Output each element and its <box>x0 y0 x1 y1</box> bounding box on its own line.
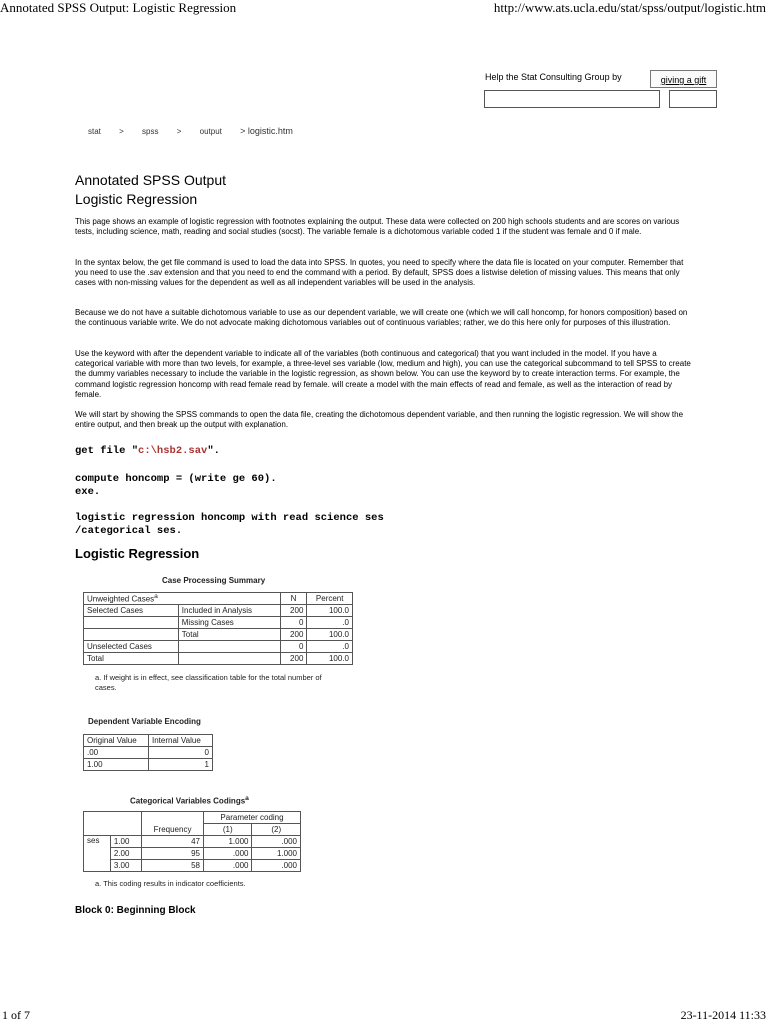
table-row <box>84 735 213 747</box>
table-cell <box>178 641 280 653</box>
print-date: 23-11-2014 11:33 <box>680 1008 766 1022</box>
page-title: Annotated SPSS Output <box>75 172 226 188</box>
table-row <box>84 653 353 665</box>
section-heading: Logistic Regression <box>75 546 200 561</box>
table-row <box>84 593 353 605</box>
table-cell <box>84 812 142 824</box>
encoding-table <box>83 734 213 771</box>
intro-paragraph: This page shows an example of logistic regression with footnotes explaining the output. These data were collected on 200 high schools students and are scores on various tests, including science, math, reading and social studies (socst). The variable female is a dichotomous variable coded 1 if the student was female and 0 if male. <box>75 217 680 237</box>
table-cell <box>178 653 280 665</box>
codings-note: a. This coding results in indicator coefficients. <box>95 879 246 888</box>
table-cell: (2) <box>252 824 301 836</box>
table-cell: Selected Cases <box>84 605 179 617</box>
table-row <box>84 848 301 860</box>
breadcrumb-spss[interactable]: spss <box>142 127 159 136</box>
page-subtitle: Logistic Regression <box>75 191 198 207</box>
page-url: http://www.ats.ucla.edu/stat/spss/output/logistic.htm <box>493 0 766 15</box>
table-cell: .000 <box>252 860 301 872</box>
keyword-paragraph: Use the keyword with after the dependent variable to indicate all of the variables (both continuous and categorical) that you want included in the model. If you have a categorical variable with more than two levels, for example, a three-level ses variable (low, medium and high), you can use the categorical subcommand to tell SPSS to create the dummy variables necessary to include the variable in the logistic regression, as shown below. You can use the keyword by to create interaction terms. For example, the command logistic regression honcomp with read female read by female. will create a model with the main effects of read and female, as well as the interaction of read by female. <box>75 349 691 399</box>
table-cell: Total <box>178 629 280 641</box>
table-cell: 0 <box>149 747 213 759</box>
table-cell: 1.000 <box>204 836 252 848</box>
table-cell <box>84 629 179 641</box>
case-processing-table <box>83 592 353 665</box>
table-row <box>84 747 213 759</box>
block-heading: Block 0: Beginning Block <box>75 905 196 916</box>
table-cell: Included in Analysis <box>178 605 280 617</box>
case-processing-note: a. If weight is in effect, see classification table for the total number of cases. <box>95 673 322 692</box>
table-cell: .0 <box>307 617 353 629</box>
table-cell: Missing Cases <box>178 617 280 629</box>
table-cell: 100.0 <box>307 629 353 641</box>
table-cell: Internal Value <box>149 735 213 747</box>
breadcrumb-sep: > <box>176 127 182 136</box>
table-cell: N <box>280 593 307 605</box>
table-cell: 200 <box>280 653 307 665</box>
gift-submit-box[interactable] <box>669 90 717 108</box>
table-row <box>84 824 301 836</box>
table-row <box>84 812 301 824</box>
breadcrumb-output[interactable]: output <box>199 127 222 136</box>
gift-amount-input[interactable] <box>484 90 660 108</box>
table-cell: Parameter coding <box>204 812 301 824</box>
table-cell: 100.0 <box>307 653 353 665</box>
table-cell: 0 <box>280 617 307 629</box>
table-cell: 200 <box>280 629 307 641</box>
table-cell: .0 <box>307 641 353 653</box>
code-exe: exe. <box>75 486 101 498</box>
table-row <box>84 860 301 872</box>
syntax-paragraph: In the syntax below, the get file command is used to load the data into SPSS. In quotes, you need to specify where the data file is located on your computer. Remember that you need to use the .sav extension and that you need to end the command with a period. By default, SPSS does a listwise deletion of missing values. This means that only cases with non-missing values for the dependent as well as all independent variables will be used in the analysis. <box>75 258 684 288</box>
code-logistic: logistic regression honcomp with read science ses <box>75 512 384 524</box>
start-paragraph: We will start by showing the SPSS commands to open the data file, creating the dichotomous dependent variable, and then running the logistic regression. We will show the entire output, and then break up the output with explanation. <box>75 410 684 430</box>
table-cell: (1) <box>204 824 252 836</box>
table-cell: Total <box>84 653 179 665</box>
table-cell: 58 <box>142 860 204 872</box>
code-get-file: get file "c:\hsb2.sav". <box>75 445 220 457</box>
encoding-caption: Dependent Variable Encoding <box>88 717 201 726</box>
table-cell: ses <box>84 836 111 872</box>
table-cell <box>84 824 142 836</box>
code-file-path[interactable]: c:\hsb2.sav <box>138 445 208 457</box>
table-row <box>84 759 213 771</box>
support-label: Help the Stat Consulting Group by <box>485 72 622 82</box>
table-cell: Unselected Cases <box>84 641 179 653</box>
table-cell: 1.000 <box>252 848 301 860</box>
table-cell <box>142 812 204 824</box>
table-cell: 3.00 <box>110 860 141 872</box>
code-compute: compute honcomp = (write ge 60). <box>75 473 277 485</box>
table-row <box>84 836 301 848</box>
window-title: Annotated SPSS Output: Logistic Regression <box>0 0 237 15</box>
breadcrumb-stat[interactable]: stat <box>88 127 101 136</box>
table-cell: Original Value <box>84 735 149 747</box>
table-cell: 1.00 <box>84 759 149 771</box>
codings-table <box>83 811 301 872</box>
table-cell: 2.00 <box>110 848 141 860</box>
table-cell: 200 <box>280 605 307 617</box>
breadcrumb-sep: > <box>119 127 124 136</box>
dichotomous-paragraph: Because we do not have a suitable dichotomous variable to use as our dependent variable, we will create one (which we will call honcomp, for honors composition) based on the continuous variable write. We do not advocate making dichotomous variables out of continuous variables; rather, we do this here only for purposes of this illustration. <box>75 308 688 328</box>
table-cell: 1.00 <box>110 836 141 848</box>
table-row <box>84 617 353 629</box>
table-cell: 0 <box>280 641 307 653</box>
table-cell: 1 <box>149 759 213 771</box>
table-cell: 100.0 <box>307 605 353 617</box>
code-categorical: /categorical ses. <box>75 525 183 537</box>
page-number: 1 of 7 <box>2 1008 30 1022</box>
breadcrumb-current: > logistic.htm <box>240 126 293 136</box>
table-cell: 95 <box>142 848 204 860</box>
table-cell: Unweighted Cases$^a$ <box>84 593 281 605</box>
table-cell: .000 <box>204 860 252 872</box>
table-row <box>84 605 353 617</box>
giving-gift-button[interactable]: giving a gift <box>650 70 717 88</box>
table-cell: Percent <box>307 593 353 605</box>
table-row <box>84 641 353 653</box>
table-cell: Frequency <box>142 824 204 836</box>
table-row <box>84 629 353 641</box>
codings-caption: Categorical Variables Codings$^a$ <box>130 795 249 806</box>
table-cell: 47 <box>142 836 204 848</box>
case-processing-caption: Case Processing Summary <box>162 576 266 585</box>
table-cell: .00 <box>84 747 149 759</box>
table-cell: .000 <box>252 836 301 848</box>
table-cell: .000 <box>204 848 252 860</box>
breadcrumb <box>88 126 293 136</box>
table-cell <box>84 617 179 629</box>
